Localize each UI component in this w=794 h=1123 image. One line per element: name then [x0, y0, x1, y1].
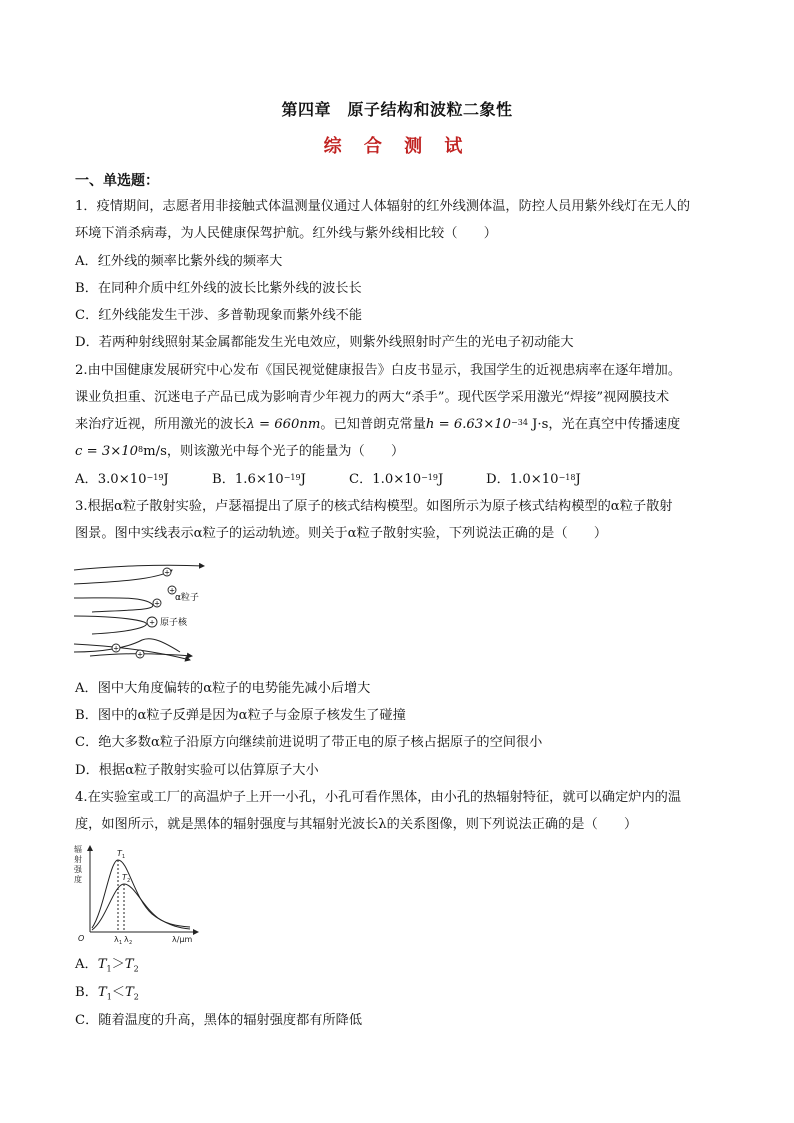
plus-sign: + [169, 586, 175, 595]
origin-label: O [78, 934, 85, 943]
q2-light-speed-unit: m/s [143, 444, 167, 459]
q2-stem-line1: 2.由中国健康发展研究中心发布《国民视觉健康报告》白皮书显示，我国学生的近视患病率在逐年增加。 [75, 363, 682, 378]
q2-option-a: A．$3.0\times 10^{-19}J$ [75, 472, 169, 487]
q2-wavelength: λ = 660nm [246, 417, 321, 432]
section-heading: 一、单选题： [75, 173, 159, 189]
q2-planck-exponent: −34 [511, 418, 528, 427]
q2-planck-constant: h = 6.63×10 [425, 417, 512, 432]
x-axis-label: λ/μm [172, 935, 193, 944]
curve-t2-label: T [122, 873, 127, 882]
q2-planck-unit: J·s [527, 417, 549, 432]
x-tick-lambda1-sub: 1 [119, 940, 123, 946]
q1-stem-line1: 1．疫情期间，志愿者用非接触式体温测量仪通过人体辐射的红外线测体温，防控人员用紫外线灯在无人的 [75, 199, 691, 214]
q1-option-c: C．红外线能发生干涉、多普勒现象而紫外线不能 [75, 308, 363, 323]
x-tick-lambda2: λ [124, 935, 129, 944]
q2-options [75, 471, 581, 489]
plus-sign: + [149, 618, 155, 627]
q1-option-b: B．在同种介质中红外线的波长比紫外线的波长长 [75, 281, 362, 296]
y-label-char: 辐 [74, 845, 82, 854]
alpha-track [74, 598, 153, 612]
q3-stem-line1: 3.根据α粒子散射实验，卢瑟福提出了原子的核式结构模型。如图所示为原子核式结构模型的α粒子散射 [75, 499, 673, 514]
alpha-track [74, 565, 204, 570]
alpha-scattering-figure [72, 560, 212, 670]
q2-stem-line2: 课业负担重、沉迷电子产品已成为影响青少年视力的两大“杀手”。现代医学采用激光“焊接”视网膜技术 [75, 390, 670, 405]
blackbody-radiation-graph [72, 840, 212, 948]
chapter-title: 第四章 原子结构和波粒二象性 [281, 100, 513, 119]
test-subtitle: 综 合 测 试 [323, 136, 471, 157]
q4-option-c: C．随着温度的升高，黑体的辐射强度都有所降低 [75, 1013, 363, 1028]
q2-text: 来治疗近视，所用激光的波长 [75, 417, 247, 432]
curve-t2 [92, 884, 190, 930]
x-tick-lambda2-sub: 2 [129, 940, 133, 946]
q1-stem-line2: 环境下消杀病毒，为人民健康保驾护航。红外线与紫外线相比较（ ） [75, 226, 497, 241]
alpha-track [74, 570, 172, 584]
q3-option-b: B．图中的α粒子反弹是因为α粒子与金原子核发生了碰撞 [75, 708, 406, 723]
q3-option-c: C．绝大多数α粒子沿原方向继续前进说明了带正电的原子核占据原子的空间很小 [75, 735, 543, 750]
q4-stem-line2: 度，如图所示，就是黑体的辐射强度与其辐射光波长λ的关系图像，则下列说法正确的是（ ） [75, 817, 638, 832]
plus-sign: + [137, 650, 143, 659]
q4-option-a: A．$T_1>T_2$ [75, 957, 139, 974]
y-label-char: 射 [74, 855, 82, 864]
q2-stem-line3 [75, 416, 680, 434]
curve-t1 [92, 860, 190, 928]
y-label-char: 强 [74, 865, 82, 874]
q2-text: 。已知普朗克常量 [320, 417, 426, 432]
plus-sign: + [113, 644, 119, 653]
q1-option-d: D．若两种射线照射某金属都能发生光电效应，则紫外线照射时产生的光电子初动能大 [75, 335, 574, 350]
q2-option-b: B．$1.6\times 10^{-19}J$ [212, 472, 306, 487]
curve-t1-sub: 1 [122, 854, 126, 860]
q2-option-d: D．$1.0\times 10^{-18}J$ [486, 472, 581, 487]
plus-sign: + [154, 599, 160, 608]
q2-light-speed: c = 3×10 [75, 444, 139, 459]
x-tick-lambda1: λ [114, 935, 119, 944]
q2-light-speed-exponent: 8 [138, 445, 144, 454]
q2-text: ，光在真空中传播速度 [548, 417, 681, 432]
curve-t2-sub: 2 [127, 878, 131, 884]
q4-option-b: B．$T_1<T_2$ [75, 985, 139, 1002]
q3-option-d: D．根据α粒子散射实验可以估算原子大小 [75, 763, 319, 778]
plus-sign: + [164, 568, 170, 577]
curve-t1-label: T [117, 849, 122, 858]
alpha-track [74, 616, 146, 634]
q1-option-a: A．红外线的频率比紫外线的频率大 [75, 254, 283, 269]
nucleus-label: 原子核 [160, 618, 188, 628]
q2-stem-line4 [75, 443, 404, 461]
alpha-label: α粒子 [175, 593, 199, 603]
q3-stem-line2: 图景。图中实线表示α粒子的运动轨迹。则关于α粒子散射实验，下列说法正确的是（ ） [75, 526, 608, 541]
q2-text: ，则该激光中每个光子的能量为（ ） [166, 444, 405, 459]
q3-option-a: A．图中大角度偏转的α粒子的电势能先减小后增大 [75, 681, 371, 696]
y-label-char: 度 [74, 875, 82, 884]
q2-option-c: C．$1.0\times 10^{-19}J$ [349, 472, 444, 487]
q4-stem-line1: 4.在实验室或工厂的高温炉子上开一小孔，小孔可看作黑体，由小孔的热辐射特征，就可以确定炉内的温 [75, 790, 682, 805]
